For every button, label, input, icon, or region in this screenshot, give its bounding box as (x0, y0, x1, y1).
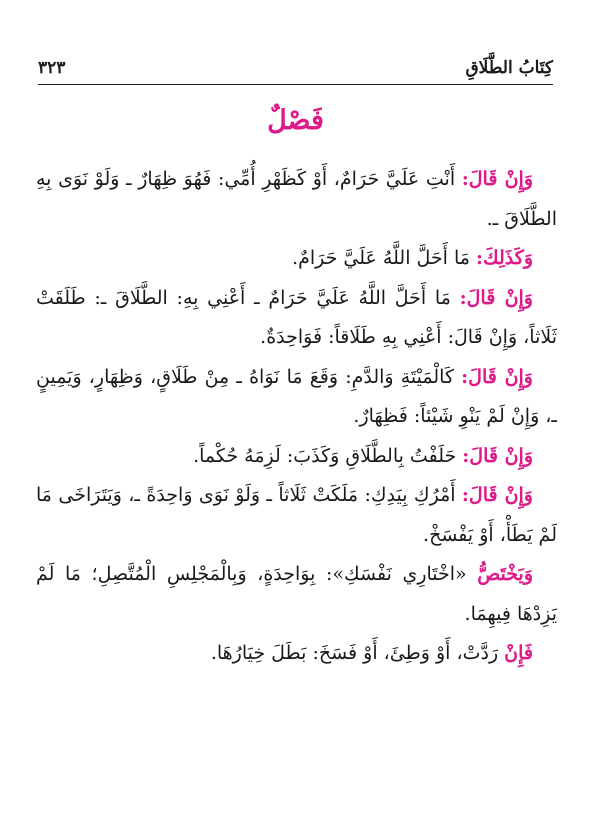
paragraph (36, 279, 557, 358)
paragraph-lead: وَإِنْ قَالَ: (461, 484, 533, 506)
text-body (36, 160, 557, 674)
paragraph-text: كَالْمَيْتَةِ وَالدَّمِ: وَقَعَ مَا نَوَاهُ ـ مِنْ طَلَاقٍ، وَظِهَارٍ، وَيَمِينٍ ـ، وَإِنْ لَمْ يَنْوِ شَيْئاً: فَظِهَارٌ. (36, 365, 557, 427)
paragraph (36, 160, 557, 239)
paragraph (36, 358, 557, 437)
running-title: كِتَابُ الطَّلَاقِ (465, 58, 553, 78)
paragraph-text: مَا أَحَلَّ اللَّهُ عَلَيَّ حَرَامٌ. (292, 247, 476, 269)
paragraph-text: أَنْتِ عَلَيَّ حَرَامٌ، أَوْ كَظَهْرِ أُمِّي: فَهُوَ ظِهَارٌ ـ وَلَوْ نَوَى بِهِ الطَّلَاقَ ـ. (36, 168, 557, 230)
paragraph (36, 239, 557, 279)
paragraph (36, 476, 557, 555)
paragraph (36, 555, 557, 634)
paragraph-lead: فَإِنْ (504, 642, 533, 664)
paragraph-text: مَا أَحَلَّ اللَّهُ عَلَيَّ حَرَامٌ ـ أَعْنِي بِهِ: الطَّلَاقَ ـ: طَلَقَتْ ثَلَاثاً، وَإِنْ قَالَ: أَعْنِي بِهِ طَلَاقاً: فَوَاحِدَةٌ. (36, 286, 557, 348)
paragraph-lead: وَإِنْ قَالَ: (461, 168, 533, 190)
paragraph-lead: وَإِنْ قَالَ: (459, 286, 533, 309)
paragraph-lead: وَكَذَلِكَ: (475, 247, 533, 269)
running-header (38, 54, 553, 85)
paragraph-text: رَدَّتْ، أَوْ وَطِئَ، أَوْ فَسَخَ: بَطَلَ خِيَارُهَا. (210, 642, 505, 664)
paragraph (36, 437, 557, 477)
paragraph (36, 634, 557, 674)
section-heading: فَصْلٌ (267, 105, 324, 136)
paragraph-lead: وَإِنْ قَالَ: (462, 444, 533, 467)
paragraph-lead: وَيَخْتَصُّ (477, 563, 533, 585)
paragraph-text: حَلَفْتُ بِالطَّلَاقِ وَكَذَبَ: لَزِمَهُ حُكْماً. (193, 444, 463, 467)
paragraph-text: أَمْرُكِ بِيَدِكِ: مَلَكَتْ ثَلَاثاً ـ وَلَوْ نَوَى وَاحِدَةً ـ، وَيَتَرَاخَى مَا لَمْ يَطَأْ، أَوْ يَفْسَخْ. (36, 484, 557, 546)
page-number: ٣٢٣ (38, 58, 66, 78)
paragraph-text: «اخْتَارِي نَفْسَكِ»: بِوَاحِدَةٍ، وَبِالْمَجْلِسِ الْمُتَّصِلِ؛ مَا لَمْ يَزِدْهَا فِيهِمَا. (36, 563, 557, 625)
paragraph-lead: وَإِنْ قَالَ: (461, 365, 533, 388)
